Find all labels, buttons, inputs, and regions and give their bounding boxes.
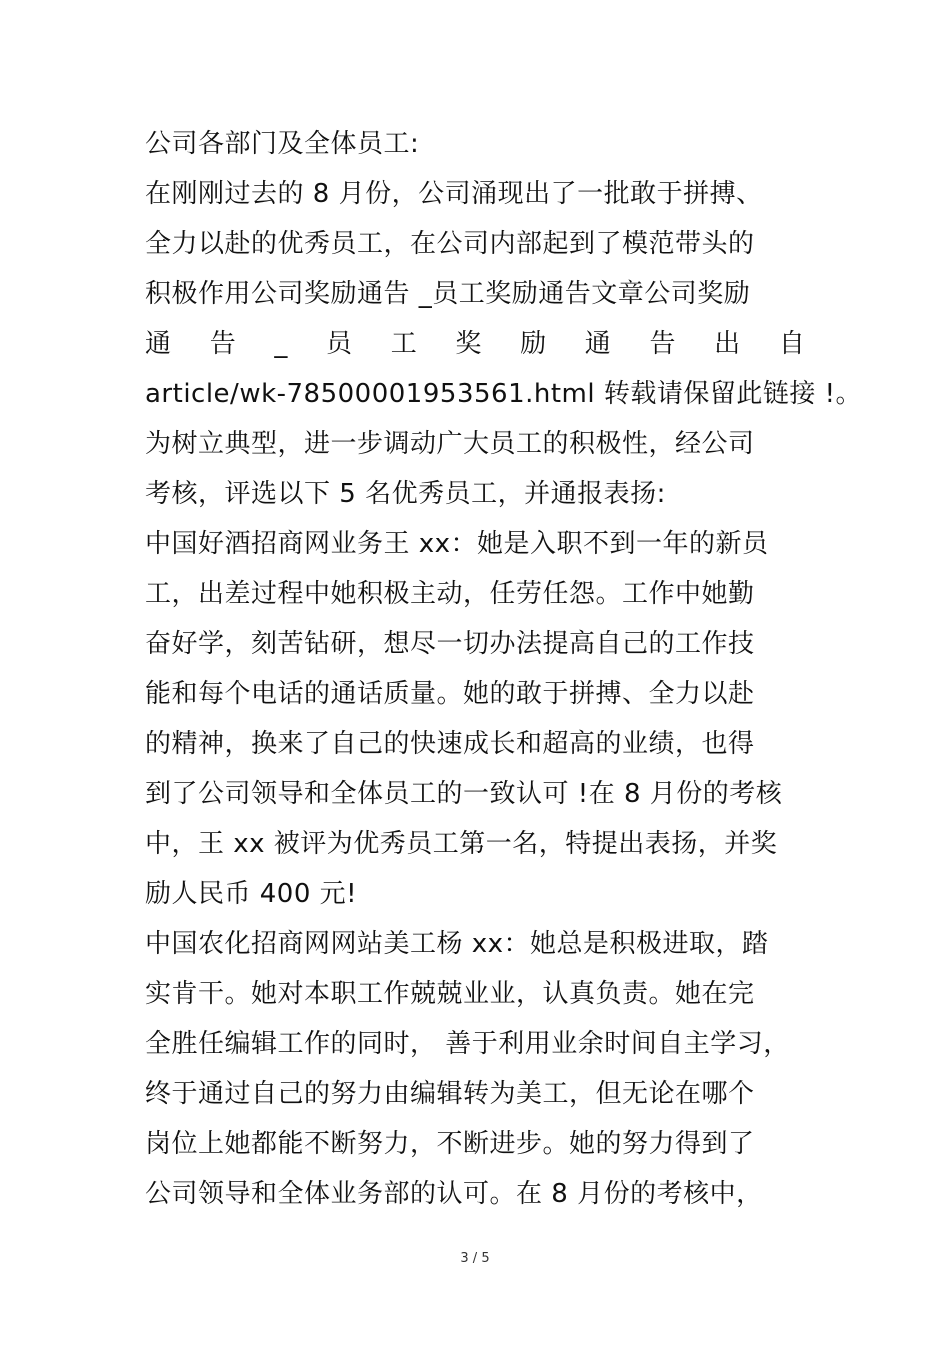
text-line: 实肯干。她对本职工作兢兢业业，认真负责。她在完 <box>145 979 755 1009</box>
character: 奖 <box>455 329 482 359</box>
text-line: 公司领导和全体业务部的认可。在 8 月份的考核中， <box>145 1179 763 1209</box>
text-line: 考核，评选以下 5 名优秀员工，并通报表扬: <box>145 479 666 509</box>
text-line: 积极作用公司奖励通告 _员工奖励通告文章公司奖励 <box>145 279 751 309</box>
page-number: 3 / 5 <box>460 1251 490 1266</box>
text-line: 全力以赴的优秀员工，在公司内部起到了模范带头的 <box>145 229 755 259</box>
text-line: 能和每个电话的通话质量。她的敢于拼搏、全力以赴 <box>145 679 755 709</box>
character: 自 <box>778 329 805 359</box>
text-line: 终于通过自己的努力由编辑转为美工，但无论在哪个 <box>145 1079 755 1109</box>
character: _ <box>274 329 288 359</box>
character: 通 <box>584 329 611 359</box>
text-line: 在刚刚过去的 8 月份，公司涌现出了一批敢于拼搏、 <box>145 179 763 209</box>
character: 励 <box>520 329 547 359</box>
character: 告 <box>649 329 676 359</box>
text-line: 励人民币 400 元! <box>145 879 358 909</box>
character: 出 <box>714 329 741 359</box>
text-line: 到了公司领导和全体员工的一致认可 !在 8 月份的考核 <box>145 779 783 809</box>
text-line: 中，王 xx 被评为优秀员工第一名，特提出表扬，并奖 <box>145 829 778 859</box>
character: 员 <box>326 329 353 359</box>
justified-text-line <box>145 324 805 364</box>
text-line: 为树立典型，进一步调动广大员工的积极性，经公司 <box>145 429 755 459</box>
text-line: 奋好学，刻苦钻研，想尽一切办法提高自己的工作技 <box>145 629 755 659</box>
character: 通 <box>145 329 172 359</box>
character: 告 <box>209 329 236 359</box>
text-line: 中国农化招商网网站美工杨 xx：她总是积极进取，踏 <box>145 929 769 959</box>
text-line: 岗位上她都能不断努力，不断进步。她的努力得到了 <box>145 1129 755 1159</box>
text-line: 的精神，换来了自己的快速成长和超高的业绩，也得 <box>145 729 755 759</box>
text-line-salutation: 公司各部门及全体员工: <box>145 129 420 159</box>
character: 工 <box>390 329 417 359</box>
text-line: 中国好酒招商网业务王 xx：她是入职不到一年的新员 <box>145 529 769 559</box>
text-line: 全胜任编辑工作的同时， 善于利用业余时间自主学习， <box>145 1029 790 1059</box>
text-line: 工，出差过程中她积极主动，任劳任怨。工作中她勤 <box>145 579 755 609</box>
text-line-link: article/wk-78500001953561.html 转载请保留此链接 !。 <box>145 379 863 409</box>
